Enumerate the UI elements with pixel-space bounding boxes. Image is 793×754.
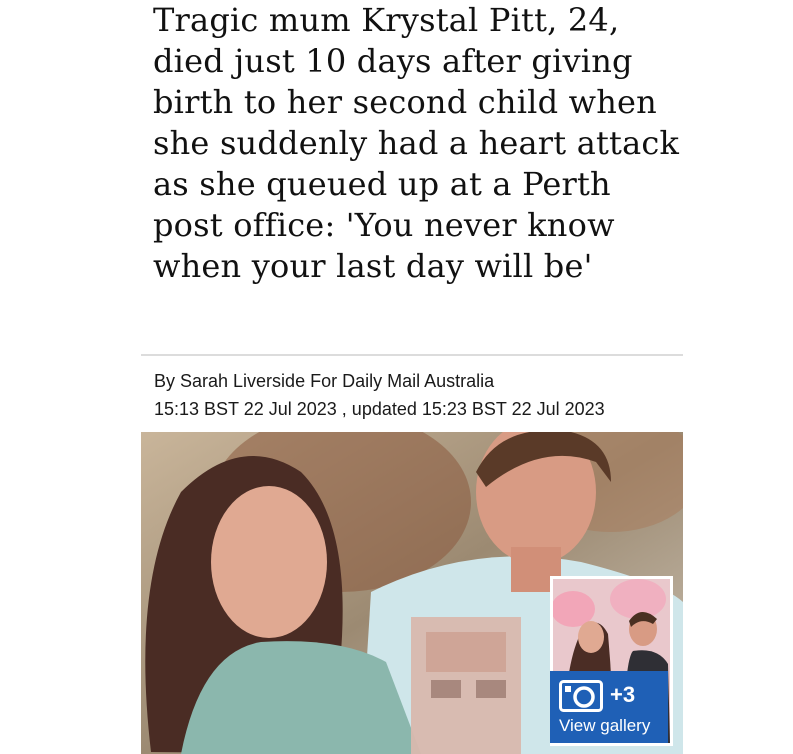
camera-icon [559, 680, 603, 712]
article-headline: Tragic mum Krystal Pitt, 24, died just 10 days after giving birth to her second child when she suddenly had a heart attack as she queued up at a Perth post office: 'You never know when your last day will be' [153, 1, 680, 285]
view-gallery-button[interactable] [550, 671, 668, 743]
article-dateline: 15:13 BST 22 Jul 2023 , updated 15:23 BST 22 Jul 2023 [154, 399, 605, 419]
article-byline[interactable]: By Sarah Liverside For Daily Mail Australia [154, 371, 495, 391]
gallery-count: +3 [610, 682, 636, 707]
view-gallery-label: View gallery [559, 716, 651, 735]
headline-divider [141, 354, 683, 356]
